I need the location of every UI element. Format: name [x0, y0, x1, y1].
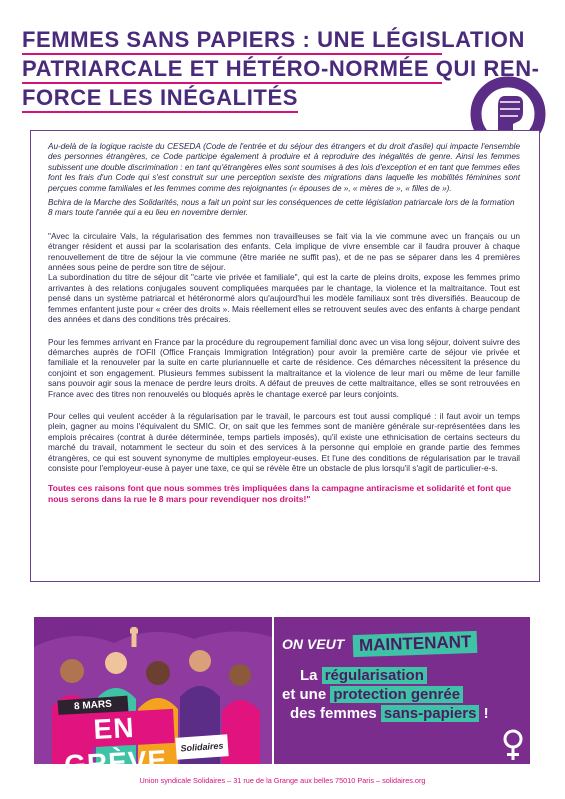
maintenant-text: MAINTENANT: [352, 631, 477, 657]
solidaires-venus-icon: [496, 728, 530, 762]
on-veut-text: ON VEUT: [282, 636, 345, 652]
demand-line-2: [282, 686, 463, 703]
demand-line-3: [290, 705, 489, 722]
demand-line-1-pre: La: [300, 667, 322, 684]
demand-heading: [282, 633, 522, 655]
intro-paragraph: Au-delà de la logique raciste du CESEDA (Code de l'entrée et du séjour des étrangers et du droit d'asile) qui impacte l'ensemble des personnes étrangères, ce Code participe également à produire et à reproduire des inégalités de genre. Ainsi les femmes subissent une double discrimination : en tant qu'étrangères elles sont soumises à des lois d'exception et en tant que femmes elles font les frais d'un Code qui s'est construit sur une perception sexiste des migrations dans laquelle les mobilités féminines sont perçues comme familiales et les femmes comme des rejoignantes (« épouses de », « mères de », « filles de »).: [48, 142, 520, 193]
demand-line-2-pre: et une: [282, 686, 331, 703]
body-paragraph-2: La subordination du titre de séjour dit "carte vie privée et familiale", qui est la carte de pleins droits, expose les femmes primo arrivantes à des relations conjugales souvent compliquées marquées par le chantage, la violence et la maltraitance. Tout est pensé dans un système patriarcal et hétéronormé alors qu'aujourd'hui les modèle familiaux sont très diversifiés. Beaucoup de femmes enfantent juste pour « créer des droits ». Mais réellement elles se retrouvent seules avec des enfants à charge pendant des années et dans des conditions très précaires.: [48, 272, 520, 325]
date-badge: 8 MARS: [58, 696, 129, 717]
demand-line-1-highlight: régularisation: [322, 667, 427, 684]
strike-badge: EN GRÈVE: [53, 709, 175, 749]
solidaires-logo: Solidaires: [175, 734, 228, 760]
footer-address: Union syndicale Solidaires – 31 rue de la Grange aux belles 75010 Paris – solidaires.org: [139, 776, 426, 785]
body-paragraph-4: Pour celles qui veulent accéder à la régularisation par le travail, le parcours est tout aussi compliqué : il faut avoir un temps plein, gagner au moins l'équivalent du SMIC. Or, on sait que les femmes sont de manière générale sur-représentées dans les emplois précaires (contrat à durée déterminée, temps partiels imposés), qu'il existe une ethnicisation de certains secteurs du marché du travail, notamment le secteur du soin et des services à la personne qui emploie en grande partie des femmes étrangères, ce qui est souvent synonyme de multiples employeur-euses. Et l'une des conditions de régularisation par le travail consiste pour l'employeur-euse à payer une taxe, ce qui se révèle être un obstacle de plus lorsqu'il s'agit de particulier-e-s.: [48, 410, 520, 473]
article-content: [48, 142, 520, 505]
body-paragraph-1: "Avec la circulaire Vals, la régularisation des femmes non travailleuses se fait via la vie commune avec un français ou un étranger résident et aussi par la scolarisation des enfants. Cela implique de vivre ensemble car il faudra prouver à chaque renouvellement de titre de séjour la vie commune (être mariée ne suffit pas), et de ne pas se séparer dans les 4 premières années sous peine de perdre son titre de séjour.: [48, 230, 520, 273]
demand-line-2-highlight: protection genrée: [330, 686, 463, 703]
demand-line-1: [300, 667, 427, 684]
demand-line-3-highlight: sans-papiers: [381, 705, 480, 722]
intro-credit: Bchira de la Marche des Solidarités, nous a fait un point sur les conséquences de cette législation patriarcale lors de la formation 8 mars toute l'année qui a eu lieu en novembre dernier.: [48, 198, 515, 218]
title-line-3: FORCE LES INÉGALITÉS: [22, 86, 298, 113]
title-line-2: PATRIARCALE ET HÉTÉRO-NORMÉE QUI REN-: [22, 57, 442, 84]
closing-statement: Toutes ces raisons font que nous sommes très impliquées dans la campagne antiracisme et solidarité et font que nous serons dans la rue le 8 mars pour revendiquer nos droits!": [48, 483, 512, 505]
body-paragraph-3: Pour les femmes arrivant en France par la procédure du regroupement familial donc avec un visa long séjour, doivent suivre des démarches auprès de l'OFII (Office Français Immigration Intégration) pour avoir la première carte de séjour vie privée et familiale et la renouveler par la suite en carte pluriannuelle et carte de résidence. Ces démarches nécessitent la présence du conjoint et son engagement. Plusieurs femmes subissent la maltraitance et la violence de leur mari ou même de leur famille sans pouvoir agir sous la menace de perdre leurs droits. A défaut de preuves de cette maltraitance, elles se sont retrouvées en France avec des titres non renouvelés ou bloqués après le chantage exercé par leurs conjoints.: [48, 336, 520, 399]
page-title: [22, 27, 540, 115]
demand-line-3-pre: des femmes: [290, 705, 381, 722]
title-line-1: FEMMES SANS PAPIERS : UNE LÉGISLATION: [22, 28, 442, 55]
demand-line-3-post: !: [479, 705, 489, 722]
